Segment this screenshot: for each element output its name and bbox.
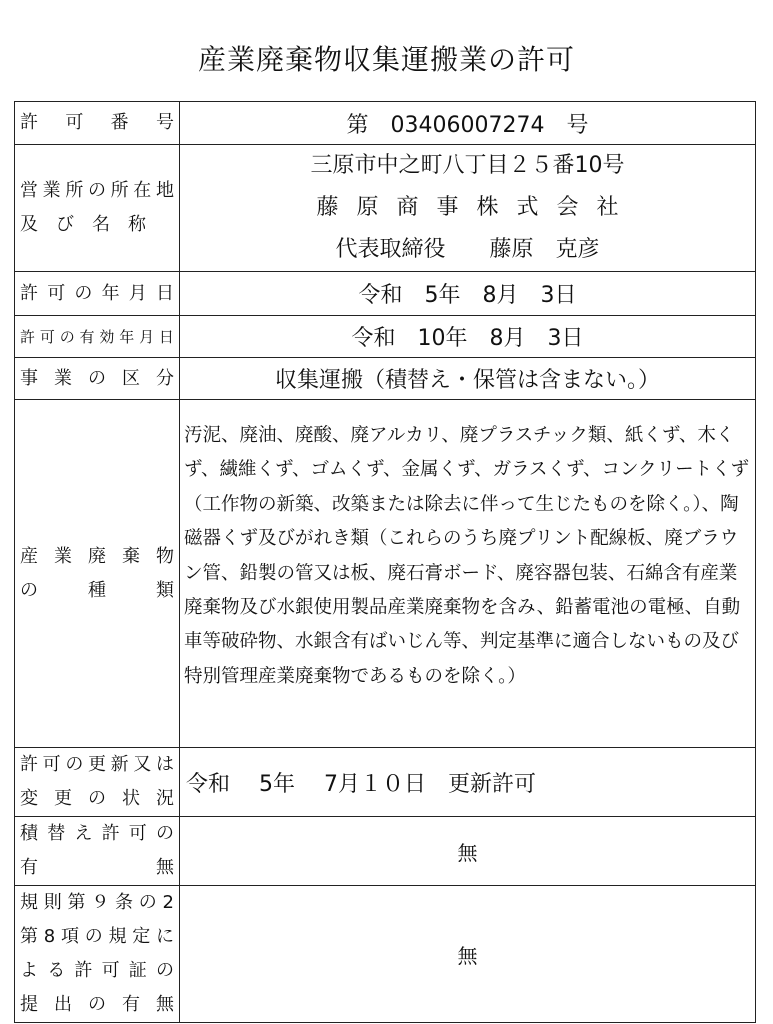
renewal-label-line2: [20, 782, 174, 816]
expiry-date-label: [20, 321, 174, 353]
certificate-submission-value: 無: [180, 886, 756, 1023]
business-category-label: [20, 363, 174, 395]
label-char: 類: [156, 579, 174, 601]
permit-date-value: 令和 5年 8月 3日: [180, 272, 756, 316]
label-char: 況: [156, 788, 174, 809]
label-char: 称: [128, 214, 146, 235]
row-certificate-submission: [15, 886, 756, 1023]
label-char: 替: [47, 823, 66, 844]
label-char: 可: [39, 327, 55, 346]
label-char: の: [88, 788, 106, 809]
label-char: 項: [60, 926, 79, 947]
label-char: 出: [54, 994, 72, 1015]
label-char: 更: [54, 788, 72, 809]
row-business-category: [15, 358, 756, 400]
permit-number-label: [20, 107, 174, 139]
waste-types-label-cell: [15, 400, 180, 748]
label-char: の: [87, 180, 106, 201]
office-label-cell: [15, 145, 180, 272]
label-char: 産: [20, 545, 38, 567]
label-char: 区: [122, 367, 140, 389]
label-char: 棄: [122, 545, 140, 567]
row-expiry-date: [15, 316, 756, 358]
permit-date-label-cell: [15, 272, 180, 316]
row-transfer-permit: [15, 817, 756, 886]
transfer-permit-label-cell: [15, 817, 180, 886]
label-char: 名: [92, 214, 110, 235]
permit-date-label: [20, 278, 174, 310]
row-office: [15, 145, 756, 272]
transfer-permit-label-line2: [20, 851, 174, 885]
transfer-permit-label-line1: [20, 817, 174, 851]
label-char: 年: [101, 282, 120, 304]
label-char: の: [155, 960, 174, 981]
waste-types-label-line1: [20, 540, 174, 574]
business-category-label-cell: [15, 358, 180, 400]
row-waste-types: [15, 400, 756, 748]
representative: 代表取締役 藤原 克彦: [335, 237, 600, 262]
label-char: の: [84, 926, 103, 947]
label-char: の: [88, 994, 106, 1015]
row-permit-number: [15, 102, 756, 145]
label-char: 提: [20, 994, 38, 1015]
label-char: 第: [20, 926, 38, 947]
label-char: 則: [43, 892, 62, 913]
certificate-label-line4: [20, 988, 174, 1022]
label-char: 日: [155, 282, 174, 304]
company-name-wrap: [180, 187, 755, 229]
expiry-date-label-cell: [15, 316, 180, 358]
label-char: の: [59, 327, 75, 346]
label-char: 有: [79, 327, 95, 346]
permit-number-label-cell: [15, 102, 180, 145]
label-char: の: [65, 754, 84, 775]
label-char: 条: [115, 892, 133, 913]
label-char: 業: [42, 180, 61, 201]
label-char: 年: [119, 327, 135, 346]
renewal-label-line1: [20, 748, 174, 782]
label-char: 規: [20, 892, 38, 913]
permit-number-value: 第 03406007274 号: [180, 102, 756, 145]
label-char: 可: [101, 960, 120, 981]
label-char: 8: [43, 926, 56, 947]
label-char: 変: [20, 788, 38, 809]
label-char: 廃: [88, 545, 106, 567]
label-char: の: [155, 823, 174, 844]
label-char: え: [74, 823, 93, 844]
office-value-cell: [180, 145, 756, 272]
certificate-label-line2: [20, 920, 174, 954]
label-char: 許: [20, 754, 38, 775]
label-char: の: [138, 892, 157, 913]
business-category-value: 収集運搬（積替え・保管は含まない。）: [180, 358, 756, 400]
label-char: 所: [65, 180, 84, 201]
label-char: の: [88, 367, 106, 389]
label-char: 可: [42, 754, 61, 775]
label-char: 定: [132, 926, 151, 947]
waste-types-value-cell: [180, 400, 756, 748]
label-char: 物: [156, 545, 174, 567]
company-name: 藤原商事株式会社: [316, 195, 637, 220]
label-char: 月: [139, 327, 155, 346]
label-char: 有: [20, 857, 38, 878]
renewal-value: 令和 5年 7月１０日 更新許可: [180, 748, 756, 817]
label-char: 有: [122, 994, 140, 1015]
certificate-label-cell: [15, 886, 180, 1023]
label-char: 種: [88, 579, 106, 601]
label-char: 効: [99, 327, 115, 346]
label-char: 積: [20, 823, 38, 844]
label-char: 事: [20, 367, 38, 389]
label-char: 地: [155, 180, 174, 201]
label-char: 及: [20, 214, 38, 235]
label-char: び: [56, 214, 74, 235]
label-char: 無: [156, 994, 174, 1015]
label-char: る: [47, 960, 66, 981]
label-char: 可: [65, 112, 84, 133]
label-char: ９: [91, 892, 110, 913]
row-renewal: [15, 748, 756, 817]
office-label-line1: [20, 174, 174, 208]
label-char: 月: [128, 282, 147, 304]
label-char: 状: [122, 788, 140, 809]
row-permit-date: [15, 272, 756, 316]
certificate-label-line3: [20, 954, 174, 988]
certificate-label-line1: [20, 886, 174, 920]
label-char: 証: [128, 960, 147, 981]
label-char: 許: [20, 112, 38, 133]
label-char: の: [20, 579, 38, 601]
office-label-line2: [20, 208, 146, 242]
document-title: 産業廃棄物収集運搬業の許可: [197, 43, 575, 76]
label-char: 新: [110, 754, 129, 775]
transfer-permit-value: 無: [180, 817, 756, 886]
label-char: 在: [133, 180, 152, 201]
label-char: 可: [47, 282, 66, 304]
label-char: よ: [20, 960, 38, 981]
label-char: 2: [162, 892, 174, 913]
label-char: 第: [67, 892, 86, 913]
label-char: は: [155, 754, 174, 775]
label-char: に: [155, 926, 174, 947]
label-char: 許: [20, 327, 36, 346]
label-char: 許: [101, 823, 120, 844]
label-char: 号: [155, 112, 174, 133]
permit-table: [14, 101, 756, 1023]
label-char: 業: [54, 545, 72, 567]
label-char: 無: [156, 857, 174, 878]
office-address: 三原市中之町八丁目２５番10号: [310, 153, 625, 178]
label-char: 所: [110, 180, 129, 201]
label-char: 又: [133, 754, 152, 775]
label-char: 日: [158, 327, 174, 346]
label-char: の: [74, 282, 93, 304]
label-char: 許: [20, 282, 38, 304]
label-char: 規: [108, 926, 127, 947]
label-char: 営: [20, 180, 38, 201]
label-char: 業: [54, 367, 72, 389]
renewal-label-cell: [15, 748, 180, 817]
label-char: 番: [110, 112, 129, 133]
waste-types-label-line2: [20, 574, 174, 608]
label-char: 分: [156, 367, 174, 389]
label-char: 許: [74, 960, 93, 981]
label-char: 更: [87, 754, 106, 775]
waste-types-value: 汚泥、廃油、廃酸、廃アルカリ、廃プラスチック類、紙くず、木くず、繊維くず、ゴムくず、金属くず、ガラスくず、コンクリートくず（工作物の新築、改築または除去に伴って生じたものを除く。）、陶磁器くず及びがれき類（これらのうち廃プリント配線板、廃ブラウン管、鉛製の管又は板、廃石膏ボード、廃容器包装、石綿含有産業廃棄物及び水銀使用製品産業廃棄物を含み、鉛蓄電池の電極、自動車等破砕物、水銀含有ばいじん等、判定基準に適合しないもの及び特別管理産業廃棄物であるものを除く。）: [184, 424, 750, 687]
label-char: 可: [128, 823, 147, 844]
expiry-date-value: 令和 10年 8月 3日: [180, 316, 756, 358]
